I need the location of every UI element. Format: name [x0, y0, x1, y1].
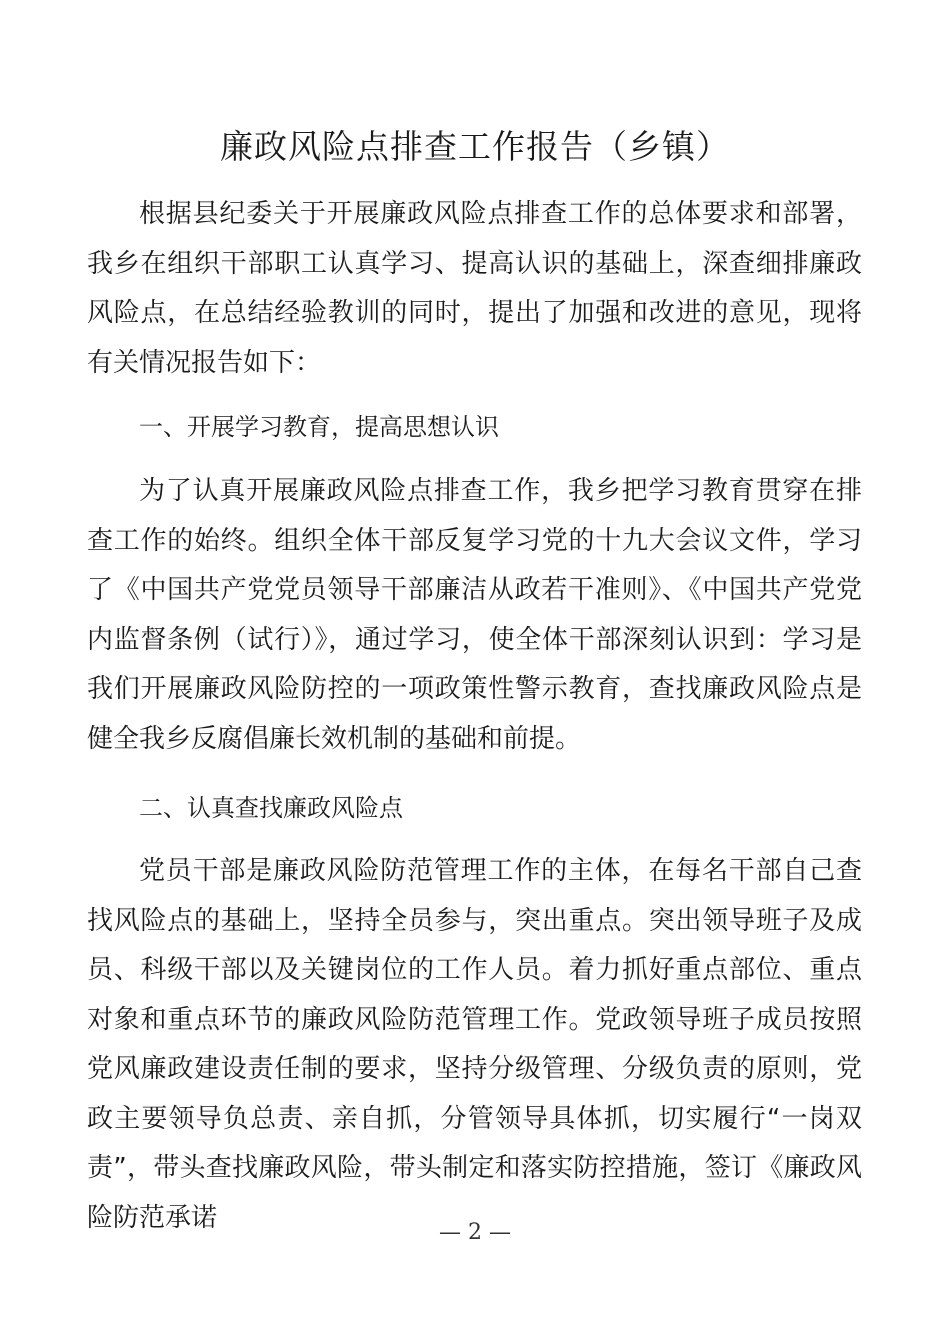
paragraph-text: 为了认真开展廉政风险点排查工作，我乡把学习教育贯穿在排查工作的始终。组织全体干部反复学习党的十九大会议文件，学习了《中国共产党党员领导干部廉洁从政若干准则》、《中国共产党党内监督条例（试行）》，通过学习，使全体干部深刻认识到：学习是我们开展廉政风险防控的一项政策性警示教育，查找廉政风险点是健全我乡反腐倡廉长效机制的基础和前提。 — [87, 476, 862, 754]
section-heading-text: 一、开展学习教育，提高思想认识 — [139, 413, 499, 441]
document-title: 廉政风险点排查工作报告（乡镇） — [220, 127, 730, 166]
section-heading-1 — [87, 407, 862, 447]
paragraph-study — [87, 467, 862, 764]
paragraph-text: 党员干部是廉政风险防范管理工作的主体，在每名干部自己查找风险点的基础上，坚持全员参与，突出重点。突出领导班子及成员、科级干部以及关键岗位的工作人员。着力抓好重点部位、重点对象和重点环节的廉政风险防范管理工作。党政领导班子成员按照党风廉政建设责任制的要求，坚持分级管理、分级负责的原则，党政主要领导负总责、亲自抓，分管领导具体抓，切实履行“一岗双责”，带头查找廉政风险，带头制定和落实防控措施，签订《廉政风险防范承诺 — [87, 856, 862, 1233]
paragraph-text: 根据县纪委关于开展廉政风险点排查工作的总体要求和部署，我乡在组织干部职工认真学习、提高认识的基础上，深查细排廉政风险点，在总结经验教训的同时，提出了加强和改进的意见，现将有关情况报告如下： — [87, 199, 862, 378]
paragraph-intro — [87, 190, 862, 388]
section-heading-2 — [87, 788, 862, 828]
paragraph-risk-points — [87, 847, 862, 1243]
page-number: — 2 — — [439, 1220, 511, 1245]
section-heading-text: 二、认真查找廉政风险点 — [139, 794, 403, 822]
